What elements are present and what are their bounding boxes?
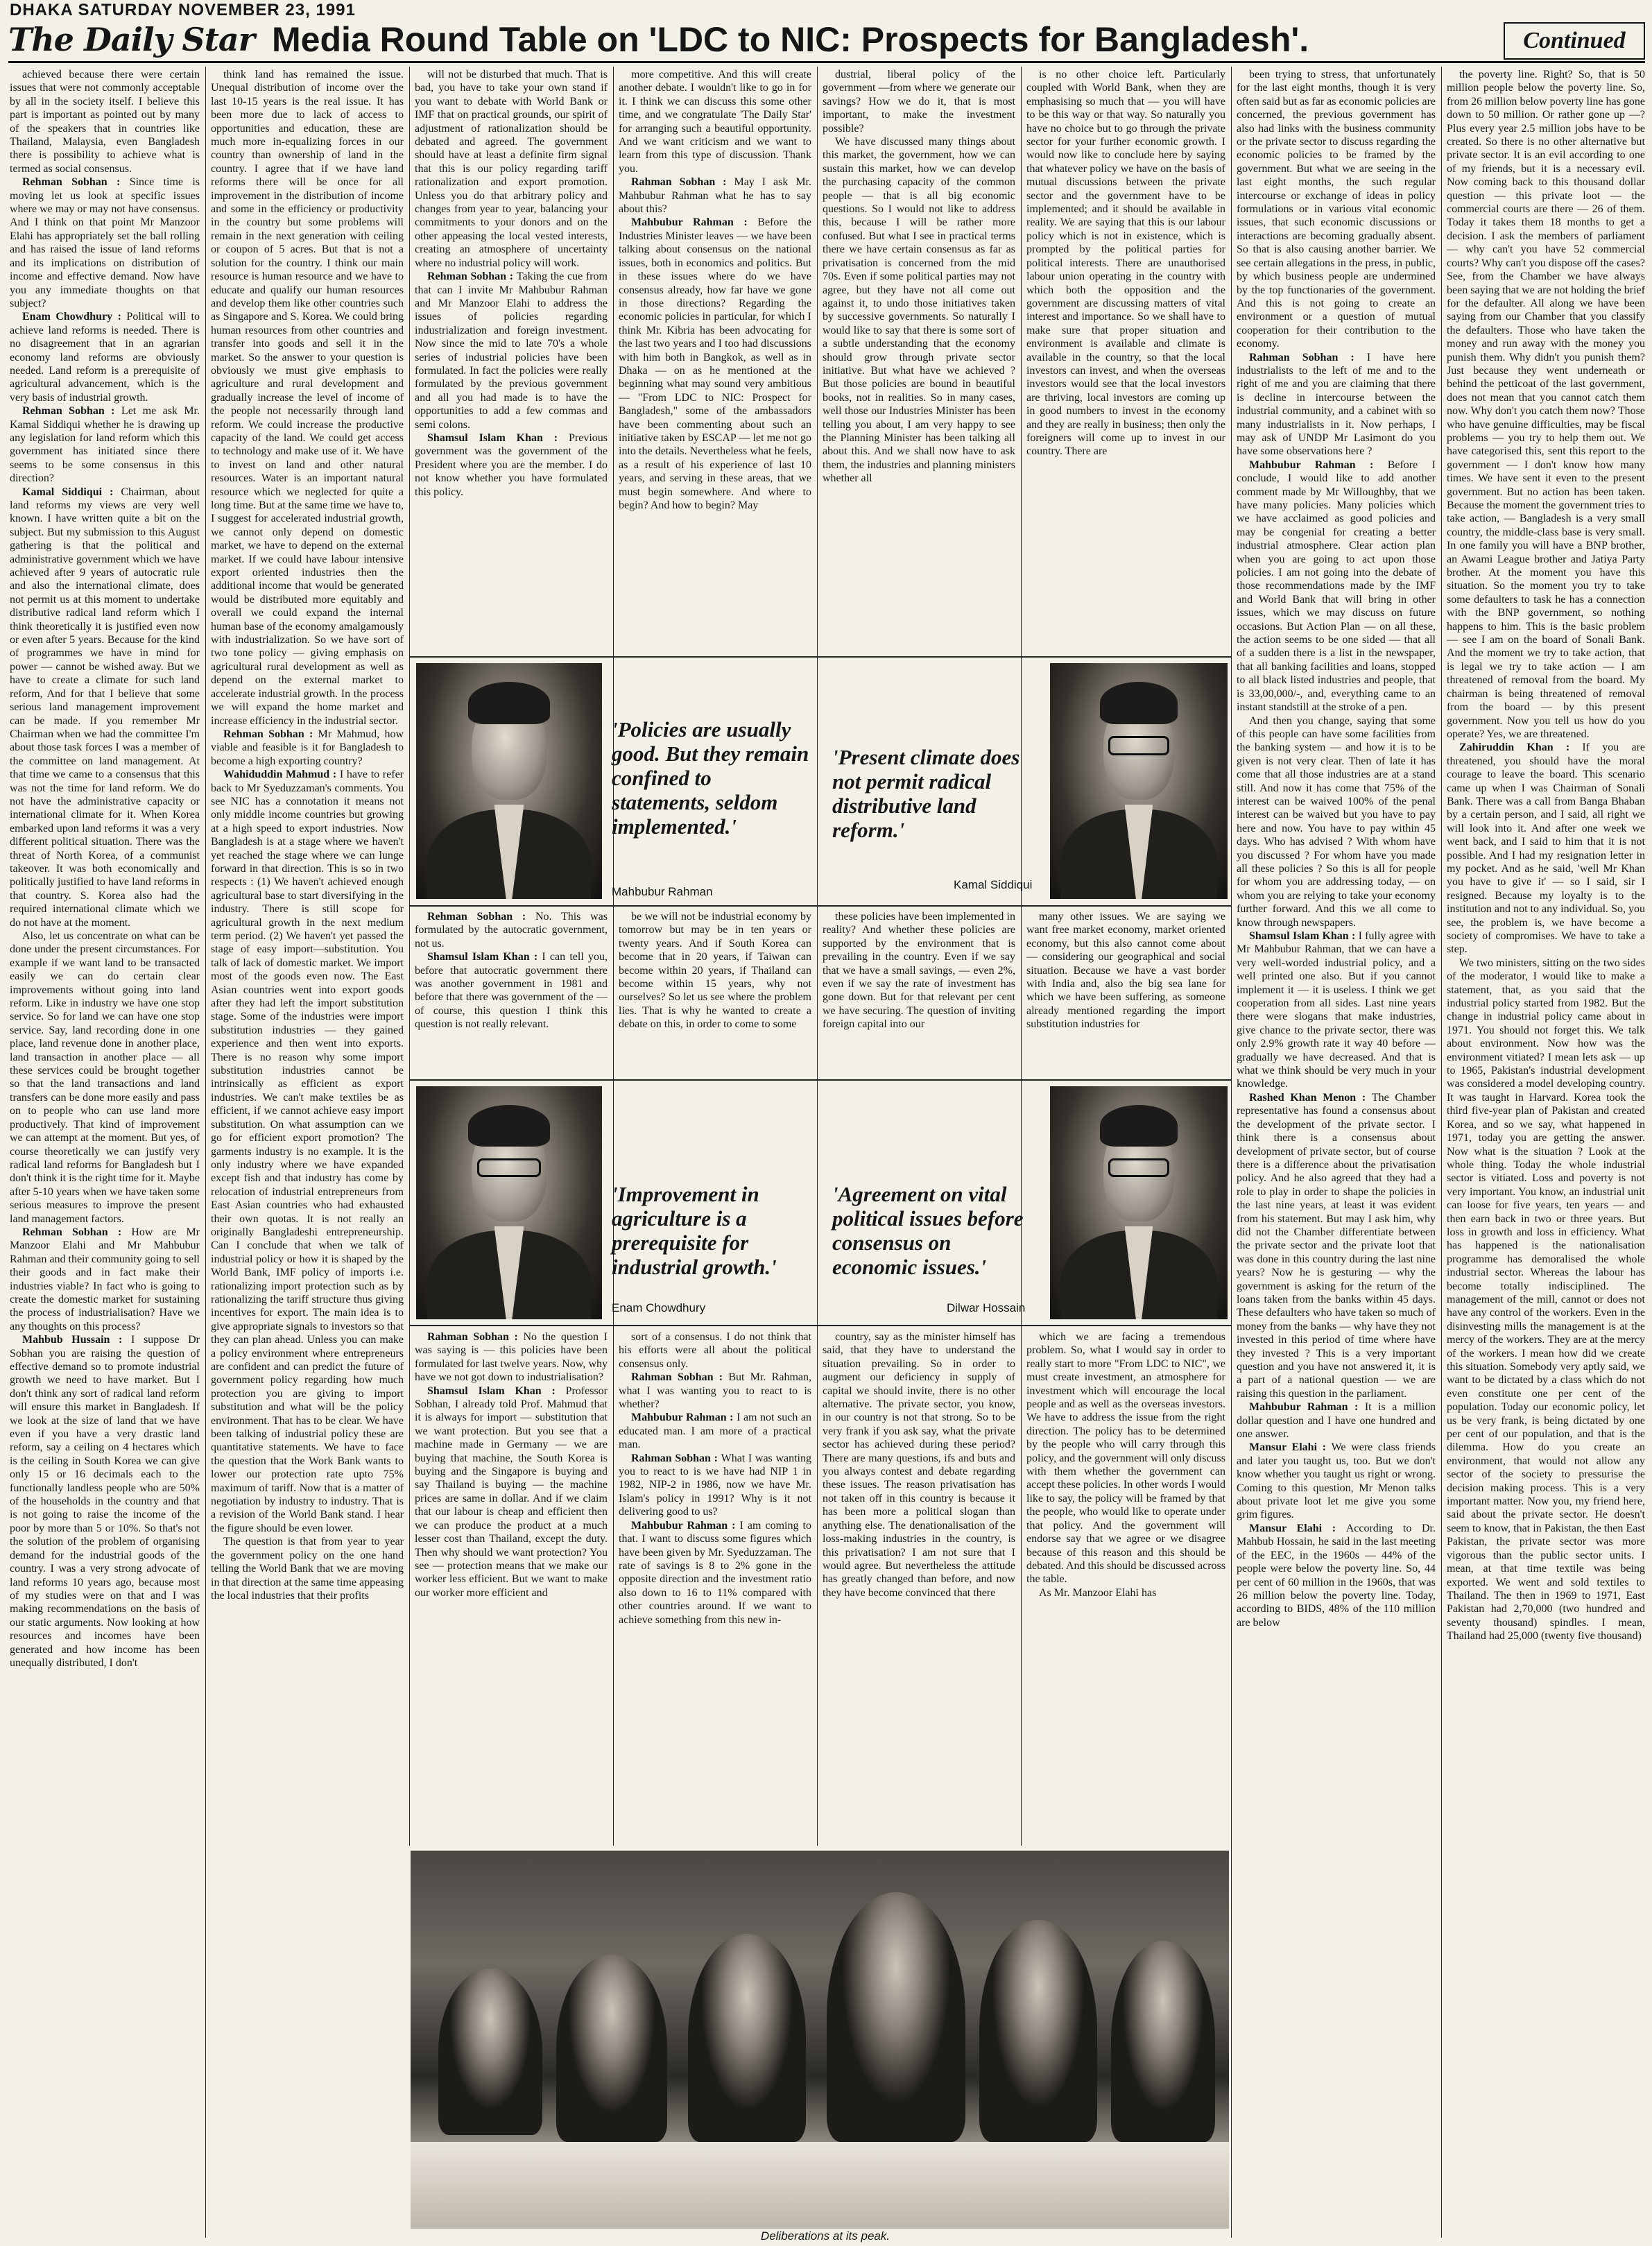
speaker-name: Zahiruddin Khan : [1459,741,1583,754]
speaker-name: Mahbubur Rahman : [1249,1401,1365,1414]
pull-quote: 'Improvement in agriculture is a prerequisite for industrial growth.' [612,1182,777,1279]
speaker-name: Rehman Sobhan : [427,271,517,283]
paragraph-text: I fully agree with Mr Mahbubur Rahman, that we can have a very well-worded industrial policy, and a well printed one also. But if you cannot implement it — it is useless. I think we get cooperation from all sides. Last nine years there were slogans that make industries, give chance to the private sector, there was only 2.9% growth rate it way 40 before — gradually we have decreased. And that is what we think should be very much in your knowledge. [1237,930,1436,1090]
speaker-name: Shamsul Islam Khan : [427,431,569,444]
article-column-4 [619,68,811,651]
article-paragraph [1447,741,1645,957]
paragraph-text: I am not such an educated man. I am more of a practical man. [619,1412,811,1451]
paragraph-text: Before the Industries Minister leaves — we have been talking about consensus on the national issues, both in economics and politics. But in these issues where do we have consensus already, how far have we gone in those directions? Regarding the economic policies in particular, for which I think Mr. Kibria has been advocating for the last two years and I too had discussions with him both in Bangkok, as well as in Dhaka — on as he mentioned at the beginning what may sound very ambitious — "From LDC to NIC: Prospect for Bangladesh," some of the ambassadors have been commenting about such an initiative taken by ESCAP — let me not go into the details. Nevertheless what he feels, as a result of his experience of last 10 years, and serving in these areas, that we must begin somewhere. And where to begin? And how to begin? May [619,216,811,511]
article-column-5-middle [823,910,1015,1075]
photo-caption: Mahbubur Rahman [612,885,713,898]
pull-quote: 'Agreement on vital political issues before consensus on economic issues.' [832,1182,1024,1279]
paragraph-text: Chairman, about land reforms my views are very well known. I have written quite a bit on the subject. But my submission to this August gathering is that the political and administrative government which we have achieved after 9 years of autocratic rule and also the international climate, does not permit us at this moment to undertake distributive radical land reform which I think theoretically it is justified even now or even after 5 years. Because for the kind of programmes we have in mind for power — cannot be wished away. But we have to create a climate for such land reform, And for that I believe that some serious land management improvement can be made. If you remember Mr Chairman when we had the committee I'm about those task forces I was a member of the committee on land management. At that time we came to a consensus that this was not the time for land reform. We do not have the administrative capacity or international climate for it. When Korea embarked upon land reforms it was a very different political situation. There was the threat of North Korea, of a communist takeover. It was both economically and politically justified to have land reforms in that country. S. Korea also had the required international climate which we do not have at the moment. [10,486,200,929]
article-paragraph [10,68,200,175]
paragraph-text: How are Mr Manzoor Elahi and Mr Mahbubur Rahman and their community going to sell their goods and in fact make their industries viable? In fact who is going to create the domestic market for sustaining the process of industrialisation? Have we any thoughts on this process? [10,1226,200,1332]
column-rule [1231,67,1232,2238]
paragraph-text: country, say as the minister himself has said, that they have to understand the situation prevailing. So in order to augment our deficiency in supply of capital we should invite, there is no other alternative. The private sector, you know, in our country is not that strong. So to be very frank if you ask say, what the private sector has achieved during these period? There are many questions, ifs and buts and you always contest and debate regarding these issues. The reason privatisation has not taken off in this country is because it has been more a political slogan than anything else. The denationalisation of the loss-making industries in the country, is this privatisation? I am not sure that I would agree. But nevertheless the attitude has greatly changed than before, and now they have become convinced that there [823,1331,1015,1599]
pull-quote: 'Policies are usually good. But they remain confined to statements, seldom implemented.' [612,717,809,839]
paragraph-text: But Mr. Rahman, what I was wanting you to react to is whether? [619,1371,811,1411]
speaker-name: Rahman Sobhan : [631,176,734,189]
speaker-name: Rahman Sobhan : [631,1452,721,1464]
article-column-3-middle [415,910,608,1075]
article-paragraph [1026,1586,1225,1600]
paragraph-text: which we are facing a tremendous problem. So, what I would say in order to really start to more "From LDC to NIC", we must create investment, an atmosphere for investment which will encourage the local people and as well as the overseas investors. We have to address the issue from the right direction. The policy has to be determined by the people who will carry through this policy, and the government will only discuss with them whether the government can accept these policies. In other words I would like to say, the policy will be framed by that the people, who would like to operate under that policy. And the government will endorse say that we agree or we disagree because of this reason and this should be debated. And this should be discussed across the table. [1026,1331,1225,1586]
paragraph-text: According to Dr. Mahbub Hossain, he said in the last meeting of the EEC, in the 1960s — 44% of the people were below the poverty line. So, 44 per cent of 60 million in the 1960s, that was 26 million below the poverty line. Today, according to BIDS, 48% of the 110 million are below [1237,1522,1436,1629]
paragraph-text: many other issues. We are saying we want free market economy, market oriented economy, but this also cannot come about — considering our geographical and social situation. Because we have a vast border with India and, also the big sea lane for which we have been suffering, as someone already mentioned regarding the import substitution industries for [1026,911,1225,1031]
paragraph-text: dustrial, liberal policy of the government —from where we generate our savings? How we do it, that is most important, to make the investment possible? [823,69,1015,135]
speaker-name: Rehman Sobhan : [427,911,535,923]
portrait-photo-dilwar-hossain [1050,1086,1228,1319]
speaker-name: Mahbubur Rahman : [1249,458,1388,471]
group-photo-roundtable [411,1851,1229,2229]
headline: Media Round Table on 'LDC to NIC: Prospects for Bangladesh'. [272,20,1309,59]
article-paragraph [10,404,200,485]
article-paragraph [415,950,608,1031]
paragraph-text: Previous government was the government of the President where you are the member. I do not know whether you have formulated this policy. [415,431,608,498]
speaker-name: Rahman Sobhan : [631,1371,729,1384]
article-paragraph [619,175,811,216]
article-paragraph [211,728,404,768]
paragraph-text: We have discussed many things about this market, the government, how we can sustain this market, how we can develop the purchasing capacity of the common people — that is all big economic questions. So I would not like to address this, because I will be rather more confused. But what I see in practical terms there we have certain consensus as far as privatisation is concerned from the mid 70s. Even if some political parties may not agree, but they have not all come out against it, to undo those initiatives taken by successive governments. So naturally I would like to say that there is some sort of a subtle understanding that the economy should grow through private sector initiative. But what have we achieved ? But those policies are bound in beautiful books, not in realities. So in many cases, well those our Industries Minister has been telling you about, I am very happy to see the Planning Minister has been talking all about this. And we shall now have to ask them, the industries and planning ministers whether all [823,136,1015,485]
photo-row-rule [409,656,1231,658]
article-paragraph [415,910,608,950]
paragraph-text: the poverty line. Right? So, that is 50 million people below the poverty line. So, from 26 million below poverty line has gone down to 50 million. Or rather gone up —? Plus every year 2.5 million jobs have to be created. So there is no other alternative but private sector. It is an evil according to one of my friends, but it is a necessary evil. Now coming back to this thousand dollar question — this private loot — the commercial courts are there — 26 of them. Today it takes them 18 months to get a decision. I ask the members of parliament — why can't you have 52 commercial courts? Why can't you dispose off the cases? See, from the Chamber we have always been saying that we are not holding the brief for the defaulter. All along we have been saying from our Chamber that you classify the defaulters. Those who have taken the money and run away with the money you punish them. Why didn't you punish them? Just because they went underneath or behind the petticoat of the last government, does not mean that you cannot catch them now. Why don't you catch them now? Those who have genuine difficulties, may be fiscal problems — you try to help them out. We have categorised this, sent this report to the government — I don't know how many times. We have sent it even to the present government. But no action has been taken. Because the moment the government tries to take action, — Bangladesh is a very small country, the middle-class base is very small. In one family you will have a BNP brother, an Awami League brother and Jatiya Party brother. At the moment you have this situation. So the moment you try to take some defaulters to task he has a connection with the BNP government, so nothing happens to him. This is the basic problem — see I am on the board of Sonali Bank. And the moment we try to take action, that is legal we try to take action — I am threatened of removal from the board. My chairman is being threatened of removal from the board — by this present government. Now you tell us how do you operate? Yes, we are threatened. [1447,69,1645,740]
article-paragraph [1237,929,1436,1091]
column-rule [1441,67,1442,2238]
speaker-name: Rehman Sobhan : [22,405,121,418]
speaker-name: Rehman Sobhan : [22,176,130,189]
article-paragraph [1237,1400,1436,1441]
article-paragraph [619,68,811,175]
article-paragraph [1026,910,1225,1031]
paragraph-text: been trying to stress, that unfortunately for the last eight months, though it is very often said but as far as economic policies are concerned, the previous government has also had links with the business community or the private sector to discuss regarding the economic policies to be framed by the government. But what we are seeing in the last eight months, the such regular intercourse or exchange of ideas in policy formulations or in various vital economic issues, that such economic discussions or interactions are becoming gradually absent. So that is also causing another barrier. We see certain allegations in the press, in public, by which business people are undermined by the top functionaries of the government. And this is not going to create an environment or a question of mutual cooperation for their contribution to the economy. [1237,69,1436,350]
article-paragraph [415,68,608,270]
article-column-5-lower [823,1330,1015,1845]
photo-row-rule [409,1325,1231,1326]
paragraph-text: No the question I was saying is — this policies have been formulated for last twelve years. Now, why have we not got down to industrialisation? [415,1331,608,1384]
speaker-name: Shamsul Islam Khan : [1249,930,1359,942]
column-rule [613,67,614,1846]
speaker-name: Rahman Sobhan : [427,1331,524,1343]
photo-caption: Deliberations at its peak. [760,2229,890,2243]
article-paragraph [823,68,1015,135]
article-paragraph [10,310,200,404]
speaker-name: Mahbubur Rahman : [631,1412,737,1424]
article-paragraph [619,1371,811,1411]
article-paragraph [823,1330,1015,1600]
article-column-3 [415,68,608,651]
photo-row-rule [409,905,1231,907]
paragraph-text: I suppose Dr Sobhan you are raising the question of effective demand so to promote industrial growth we need to have market. But I don't think any sort of radical land reform will ensure this market in Bangladesh. If we look at the size of land that we have even if you have a very drastic land reform, say a ceiling on 4 hectares which is the ceiling in South Korea we can give only 15 or 16 decimals each to the functionally landless people who are 50% of the households in the country and that is not going to raise the income of the poor by more than 5 or 10%. So that's not the solution of the problem of organising demand for the industrial goods of the country. I was a very strong advocate of land reforms 10 years ago, because most of my studies were on that and I was making recommendations on the basis of our static arguments. Now looking at how resources and incomes have been generated and how income has been unequally distributed, I don't [10,1334,200,1669]
paragraph-text: I have here industrialists to the left of me and to the right of me and you are claiming that there is decline in intercourse between the industrial community, and a cabinet with so many industrialists in it. Now perhaps, I may ask of UNDP Mr Lasimont do you have some observations here ? [1237,351,1436,458]
paragraph-text: I can tell you, before that autocratic government there was another government in 1981 and before that there was government of the — of course, this question I think this question is not really relevant. [415,951,608,1031]
pull-quote: 'Present climate does not permit radical distributive land reform.' [832,745,1020,842]
article-paragraph [1447,68,1645,741]
article-paragraph [619,910,811,1031]
paragraph-text: As Mr. Manzoor Elahi has [1039,1586,1157,1599]
speaker-name: Mansur Elahi : [1249,1522,1346,1534]
article-column-4-lower [619,1330,811,1845]
article-paragraph [1237,1091,1436,1400]
speaker-name: Wahiduddin Mahmud : [223,769,340,781]
article-column-5 [823,68,1015,651]
article-paragraph [415,431,608,499]
article-paragraph [1237,351,1436,458]
photo-caption: Kamal Siddiqui [954,878,1033,891]
paragraph-text: If you are threatened, you should have the moral courage to leave the board. This scenario came up when I was Chairman of Sonali Bank. There was a call from Banga Bhaban by a certain person, and I said, all right we will look into it. And after one week we went back, and I said to him that it is not possible. And I had my resignation letter in my pocket. And as he said, 'well Mr Khan you have to give it' — so I said, sir I resigned. Because my loyalty is to the institution and not to any individual. So, you see, the problem is, we have become a society of compromises. We have to take a step. [1447,741,1645,956]
article-paragraph [211,1535,404,1602]
paragraph-text: I have to refer back to Mr Syeduzzaman's comments. You see NIC has a connotation it means not only middle income countries but growing at a high speed to export industries. Now Bangladesh is at a stage where we haven't yet reached the stage where we can lunge forward in that direction. This is so in two respects : (1) We haven't achieved enough agricultural base to start diversifying in the industry. There is still scope for agricultural growth in the next medium term period. (2) We haven't yet passed the stage of easy import—substitution. You talk of lack of domestic market. We import most of the goods even now. The East Asian countries went into export goods after they had left the import substitution stage. Some of the industries were import substitution industries — they gained experience and then went into exports. There is no reason why some import substitution industries cannot be intrinsically as efficient as export industries. We can't make textiles be as efficient, if we cannot achieve easy import substitution. On what assumption can we go for efficient export promotion? The garments industry is no example. It is the only industry where we have expanded except fish and that industry has come by relocation of industrial entrepreneurs from East Asian countries who had exhausted their own quotas. It is not really an originally Bangladeshi entrepreneurship. Can I conclude that when we talk of industrial policy or how it is shaped by the World Bank, IMF policy of imports i.e. rationalizing import protection such as by rationalizing the tariff structure thus giving incentives for export. The main idea is to give appropriate signals to investors so that they can plan ahead. Unless you can make a policy environment where entrepreneurs are confident and can predict the future of government policy regarding how much protection you are giving to import substitution and what will be the policy environment. That has to be clear. We have been talking of industrial policy these are quantitative statements. We have to face the question that the Work Bank wants to lower our protection rate upto 75% maximum of tariff. Now that is a matter of negotiation by industry to industry. That is a revision of the World Bank stand. I hear the figure should be even lower. [211,769,404,1534]
speaker-name: Mansur Elahi : [1249,1441,1332,1454]
column-rule [817,67,818,1846]
speaker-name: Shamsul Islam Khan : [427,951,542,963]
paragraph-text: Professor Sobhan, I already told Prof. Mahmud that it is always for import — substitution that we want protection. But you see that a machine made in Germany — we are buying that machine, the South Korea is buying and the Singapore is buying and say Thailand is buying — the machine prices are same in dollar. And if we claim that our labour is cheap and efficient then we can produce the product at a much lesser cost than Thailand, except the duty. Then why should we want protection? You see — protection means that we make our worker less efficient. But we want to make our worker more efficient and [415,1385,608,1599]
article-column-6-middle [1026,910,1225,1075]
article-column-6-lower [1026,1330,1225,1845]
speaker-name: Rahman Sobhan : [1249,351,1367,363]
portrait-photo-enam-chowdhury [416,1086,602,1319]
speaker-name: Rehman Sobhan : [22,1226,132,1238]
portrait-photo-kamal-siddiqui [1050,663,1228,899]
article-column-2 [211,68,404,2239]
newspaper-name: The Daily Star [8,21,255,58]
article-column-4-middle [619,910,811,1075]
speaker-name: Enam Chowdhury : [22,311,127,323]
paragraph-text: Let me ask Mr. Kamal Siddiqui whether he is drawing up any legislation for land reform which this government has initiated since there seems to be some consensus in this direction? [10,405,200,485]
continued-badge: Continued [1504,22,1645,60]
paragraph-text: What I was wanting you to react to is we have had NIP 1 in 1982, NIP-2 in 1986, now we have Mr. Islam's policy in 1991? Why is it not delivering good to us? [619,1452,811,1518]
article-paragraph [1237,68,1436,351]
article-paragraph [10,929,200,1226]
photo-row-rule [409,1079,1231,1081]
paragraph-text: will not be disturbed that much. That is bad, you have to take your own stand if you want to debate with World Bank or IMF that on practical grounds, our spirit of adjustment of rationalization should be debated and agreed. The government should have at least a definite firm signal that this is our policy regarding tariff rationalization and export promotion. Unless you do that arbitrary policy and changes from year to year, balancing your commitments to your donors and on the other appeasing the local vested interests, creating an atmosphere of uncertainty where no industrial policy will work. [415,69,608,269]
paragraph-text: more competitive. And this will create another debate. I wouldn't like to go in for it. I think we can discuss this some other time, and we congratulate 'The Daily Star' for arranging such a beautiful opportunity. And we want criticism and we want to learn from this type of discussion. Thank you. [619,69,811,175]
article-paragraph [619,1452,811,1519]
paragraph-text: The Chamber representative has found a consensus about the development of the private sector. I think there is a consensus about development of private sector, but of course there is a difference about the privatisation policy. And he also agreed that they had a role to play in order to shape the policies in the last nine years, at least it was evident from his statement. But may I ask him, why did not the Chamber differentiate between the private sector and the private loot that was done in this country during the last nine years? Now he is gesturing — why the government is asking for the return of the loans taken from the banks within 45 days. These defaulters who have taken so much of money from the banks — why have they not invested in this period of time where have they invested ? This is a very important question and you have not answered it, it is a part of a national question — we are raising this question in the parliament. [1237,1091,1436,1400]
article-paragraph [823,910,1015,1031]
article-paragraph [415,1330,608,1385]
speaker-name: Mahbubur Rahman : [631,216,758,229]
paragraph-text: Before I conclude, I would like to add another comment made by Mr Willoughby, that we have many policies. Many policies which we have acclaimed as good policies and may be congenial for creating a better industrial atmosphere. Clear action plan when you are going to act upon those policies. I am not going into the debate of those recommendations made by the IMF and World Bank that will bring in other issues, which we may discuss on future occasions. But Action Plan — on all these, the action seems to be one sided — that all of a sudden there is a list in the newspaper, that all banking facilities and loans, stopped to all black listed industries and people, that is 33,00,000/-, and, everything came to an instant standstill at the stroke of a pen. [1237,458,1436,714]
paragraph-text: think land has remained the issue. Unequal distribution of income over the last 10-15 years is the real issue. It has been more due to lack of access to opportunities and education, these are much more in-equalizing forces in our country than ownership of land in the country. I agree that if we have land reforms there will be once for all improvement in the distribution of income and some in the efficiency or productivity in the country but some problems will remain in the next generation with ceiling or coupon of 5 acres. But that is not a solution for the country. I think our main resource is human resource and we have to educate and qualify our human resources and develop them like other countries such as Singapore and S. Korea. We could bring human resources from other countries and transfer into goods and sell it in the market. So the answer to your question is obviously we must give emphasis to agriculture and rural development and gradually increase the level of income of the people not necessarily through land reform. We could increase the productive capacity of the land. We could get access to technology and make use of it. We have to invest on land and other natural resources. Water is an important natural resource which we neglected for quite a long time. But at the same time we have to, I suggest for accelerated industrial growth, we cannot only depend on domestic market, we have to depend on the external market. If we could have labour intensive export oriented industries then the additional income that would be generated would be distributed more equitably and overall we could expand the internal human base of the economy amalgamously with industrialization. So we have sort of two tone policy — giving emphasis on agricultural rural development as well as depend on the external market to accelerate industrial growth. In the process we will expand the home market and increase efficiency in the industrial sector. [211,69,404,727]
article-paragraph [1237,458,1436,714]
article-paragraph [211,768,404,1535]
column-rule [409,67,410,1846]
article-paragraph [415,1385,608,1600]
paragraph-text: Taking the cue from that can I invite Mr Mahbubur Rahman and Mr Manzoor Elahi to address the issues of policies regarding industrialization and foreign investment. Now since the mid to late 70's a whole series of industrial policies have been formulated. In fact the policies were really formulated by the previous government and all you had made is to have the opportunities to add a few commas and semi colons. [415,271,608,431]
paragraph-text: these policies have been implemented in reality? And whether these policies are supported by the environment that is prevailing in the country. Even if we say that we have a small savings, — even 2%, even if we say the rate of investment has gone down. But for that relevant per cent we have securing. The question of inviting foreign capital into our [823,911,1015,1031]
article-paragraph [619,1411,811,1451]
paragraph-text: We were class friends and later you taught us, too. But we don't know whether you taught us right or wrong. Coming to this question, Mr Menon talks about private loot let me give you some grim figures. [1237,1441,1436,1521]
article-column-7 [1237,68,1436,2239]
article-column-3-lower [415,1330,608,1845]
column-rule [1021,67,1022,1846]
article-paragraph [10,486,200,929]
article-paragraph [1026,68,1225,458]
photo-caption: Dilwar Hossain [947,1301,1026,1314]
article-paragraph [10,1333,200,1670]
article-paragraph [619,216,811,512]
photo-caption: Enam Chowdhury [612,1301,706,1314]
article-paragraph [415,270,608,431]
article-paragraph [1237,1441,1436,1521]
article-paragraph [10,1226,200,1333]
paragraph-text: achieved because there were certain issues that were not commonly acceptable by all in the society itself. I believe this part is important as pointed out by many of the speakers that in countries like Thailand, Malaysia, even Bangladesh there is possibility to achieve what is termed as social consensus. [10,69,200,175]
paragraph-text: Also, let us concentrate on what can be done under the present circumstances. For example if we want land to be transacted easily we can do certain clear improvements without going into land reform. Like in industry we have one stop service. So for land we can have one stop service. Say, land recording done in one place, land revenue done in another place, land transaction in another place — all these services could be brought together so that the land transactions and land transfers can be done more easily and pass on to people who can use land more productively. That kind of improvement we can attempt at the moment. But yes, of course theoretically we can justify very radical land reforms for Bangladesh but I don't think it is the right time for it. Maybe after 5-10 years when we have taken some serious measures to improve the present land management factors. [10,930,200,1225]
masthead [8,19,1645,63]
column-rule [205,67,206,2238]
paragraph-text: Mr Mahmud, how viable and feasible is it for Bangladesh to become a high exporting country? [211,728,404,767]
portrait-photo-mahbubur-rahman [416,663,602,899]
article-paragraph [619,1519,811,1627]
dateline: DHAKA SATURDAY NOVEMBER 23, 1991 [10,1,356,19]
paragraph-text: be we will not be industrial economy by tomorrow but may be in ten years or twenty years. And if South Korea can become that in 20 years, if Taiwan can become within 20 years, if Thailand can become within 15 years, why not ourselves? So let us see where the problem lies. That is why he wanted to create a debate on this, in order to come to some [619,911,811,1031]
paragraph-text: The question is that from year to year the government policy on the one hand telling the World Bank that we are moving in that direction at the same time appeasing the local industries that their profits [211,1536,404,1602]
paragraph-text: It is a million dollar question and I have one hundred and one answer. [1237,1401,1436,1441]
paragraph-text: May I ask Mr. Mahbubur Rahman what he has to say about this? [619,176,811,216]
article-paragraph [619,1330,811,1371]
speaker-name: Rashed Khan Menon : [1249,1091,1372,1104]
paragraph-text: We two ministers, sitting on the two sides of the moderator, I would like to make a statement, that, as you said that the industrial policy started from 1982. But the change in industrial policy came about in 1971. You should not forget this. We talk about environment. Now how was the environment vitiated? I mean lets ask — up to 1965, Pakistan's industrial development was considered a model developing country. It was taught in Harvard. Korea took the third five-year plan of Pakistan and created Korea, and so we say, what happened in 1971, today you are getting the answer. Now what is the situation ? Look at the whole thing. Today the whole industrial sector is vitiated. Loss and poverty is not very important. You know, an industrial unit can loose for five years, ten years — and then earn back in two or three years. But loss in growth and loss in efficiency. What has happened is the nationalisation programme has demoralised the whole industrial sector. Whereas the labour has become totally indisciplined. The management of the mill, cannot or does not have any control of the workers. Even in the disinvesting mills the management is at the mercy of the workers. They are at the mercy of the workers. I mean how did we create this situation. Somebody very aptly said, we want to be dictated by a class which do not even constitute one per cent of the population. Today our economic policy, let us be very frank, is being dictated by one per cent of our population, and that is the dilemma. How do you create an environment, that would not allow any sector of the society to pressurise the decision making process. This is a very important matter. Now you, my friend here, said about the private sector. He doesn't seem to know, that in Pakistan, the then East Pakistan, the private sector was more vigorous than the public sector units. I mean, at that time textile was being exported. We went and sold textiles to Thailand. The then in 1969 to 1971, East Pakistan had 2,70,000 (two hundred and seventy thousand) spindles. I mean, Thailand had 25,000 (twenty five thousand) [1447,957,1645,1643]
article-paragraph [211,68,404,728]
article-paragraph [1237,714,1436,930]
speaker-name: Rehman Sobhan : [223,728,318,740]
paragraph-text: is no other choice left. Particularly coupled with World Bank, when they are emphasising so much that — you will have to be this way or that way. So naturally you have no choice but to go through the private sector for your further economic growth. I would now like to conclude here by saying that whatever policy we have on the basis of mutual discussions between the private sector and the government have to be implemented; and it should be available in reality. We are saying that this is our labour policy which is not in existence, which is prompted by the political parties for political interests. There are unauthorised labour union operating in the country with which both the opposition and the government are discussing matters of vital interest and importance. So we shall have to make sure that proper situation and environment is available and climate is available in the country, so that the local investors can invest, and when the overseas investors would see that the local investors are thriving, local investors are coming up in good numbers to invest in the economy and they are really in business; then only the foreigners will come up to invest in our country. There are [1026,69,1225,458]
article-paragraph [1447,957,1645,1643]
paragraph-text: I am coming to that. I want to discuss some figures which have been given by Mr. Syeduzzaman. The rate of savings is 8 to 2% gone in the opposite direction and the investment ratio also down to 16 to 11% compared with other countries around. If we want to achieve something from this new in- [619,1519,811,1626]
paragraph-text: No. This was formulated by the autocratic government, not us. [415,911,608,950]
article-column-8 [1447,68,1645,2239]
article-paragraph [823,135,1015,486]
paragraph-text: sort of a consensus. I do not think that his efforts were all about the political consensus only. [619,1331,811,1370]
paragraph-text: Political will to achieve land reforms is needed. There is no disagreement that in an agrarian economy land reforms are obviously needed. Land reform is a prerequisite of agricultural advancement, which is the very basis of industrial growth. [10,311,200,404]
article-paragraph [10,175,200,310]
article-column-6 [1026,68,1225,651]
speaker-name: Mahbubur Rahman : [631,1519,740,1532]
article-paragraph [1026,1330,1225,1586]
paragraph-text: Since time is moving let us look at specific issues where we may or may not have consensus. And I think on that point Mr Manzoor Elahi has appropriately set the ball rolling and has raised the issue of land reforms and its implications on distribution of income and effective demand. Now have you any immediate thoughts on that subject? [10,176,200,309]
article-column-1 [10,68,200,2239]
speaker-name: Mahbub Hussain : [22,1334,132,1346]
article-paragraph [1237,1522,1436,1629]
speaker-name: Kamal Siddiqui : [22,486,121,498]
speaker-name: Shamsul Islam Khan : [427,1385,566,1397]
paragraph-text: And then you change, saying that some of this people can have some facilities from the banking system — and how it is to be given is not very clear. Then of late it has come that all those industries are at a stand still. And now it has come that 75% of the interest can be waived 100% of the penal interest can be waived but you have to pay here and now. You have to pay within 45 days. Who has advised ? With whom have you discussed ? For whom have you made all these policies ? So this is all for people for whom you are addressing today, — on whom you are relying to take your economy further forward. And this we all come to know through newspapers. [1237,714,1436,929]
